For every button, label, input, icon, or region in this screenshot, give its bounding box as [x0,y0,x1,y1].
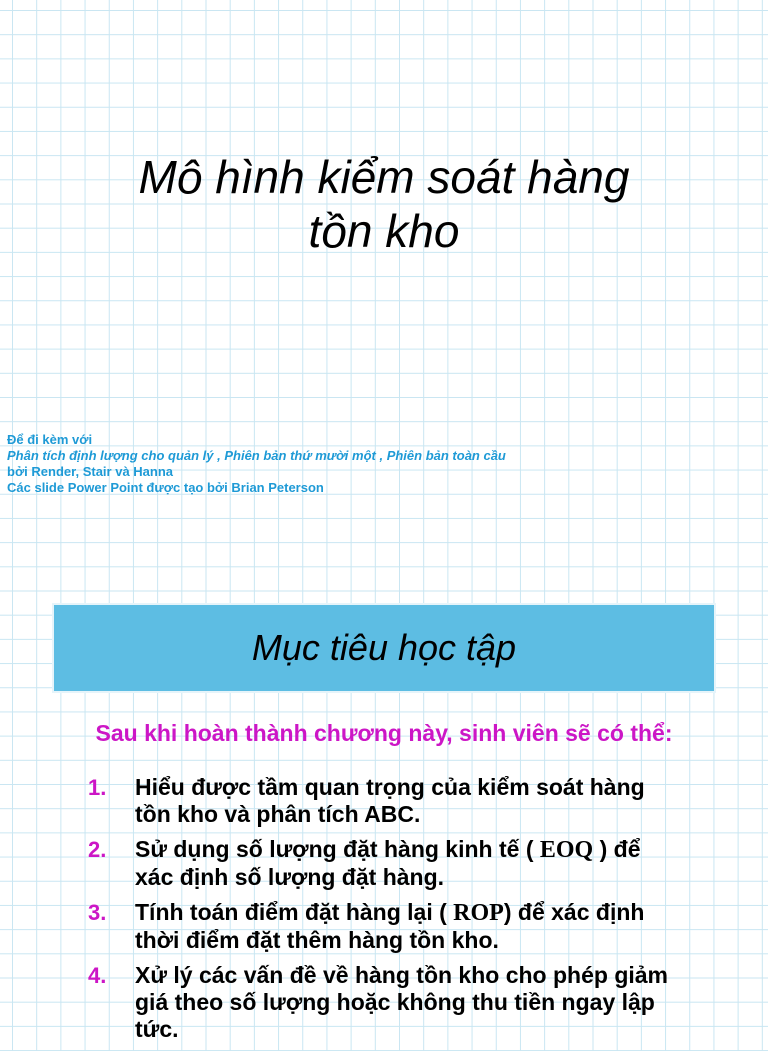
eoq-abbreviation: EOQ [539,837,594,863]
credits-block [7,432,506,496]
section-heading-banner [52,603,716,693]
rop-abbreviation: ROP [453,900,504,926]
objective-item-1 [88,774,688,828]
objective-text-pre: Sử dụng số lượng đặt hàng kinh tế ( [135,836,540,862]
objective-number: 1. [88,775,107,800]
objective-text: Xử lý các vấn đề về hàng tồn kho cho phép giảm giá theo số lượng hoặc không thu tiền ngay lập tức. [135,962,668,1042]
slide-title [0,150,768,258]
slide-title-line-1: Mô hình kiểm soát hàng [138,151,630,203]
objective-item-2 [88,836,688,891]
objective-number: 2. [88,837,107,862]
section-heading: Mục tiêu học tập [251,627,517,668]
objective-text-post: ) để xác định thời điểm đặt thêm hàng tồn kho. [135,899,645,953]
objective-text [135,836,680,891]
objective-text: Hiểu được tầm quan trọng của kiểm soát hàng tồn kho và phân tích ABC. [135,774,645,827]
objectives-list [88,774,688,1051]
objective-text-pre: Tính toán điểm đặt hàng lại ( [135,899,454,925]
objective-text-post: ) để xác định số lượng đặt hàng. [135,836,641,890]
objective-number: 3. [88,900,107,925]
credits-line-3: bởi Render, Stair và Hanna [7,464,174,479]
objective-number: 4. [88,963,107,988]
objective-item-4 [88,962,688,1043]
objective-text [135,899,680,954]
objective-item-3 [88,899,688,954]
credits-line-2: Phân tích định lượng cho quản lý , Phiên bản thứ mười một , Phiên bản toàn cầu [7,448,506,463]
intro-text: Sau khi hoàn thành chương này, sinh viên sẽ có thể: [95,720,673,746]
credits-line-1: Để đi kèm với [7,432,93,447]
slide-title-line-2: tồn kho [308,205,460,257]
credits-line-4: Các slide Power Point được tạo bởi Brian Peterson [7,480,324,495]
